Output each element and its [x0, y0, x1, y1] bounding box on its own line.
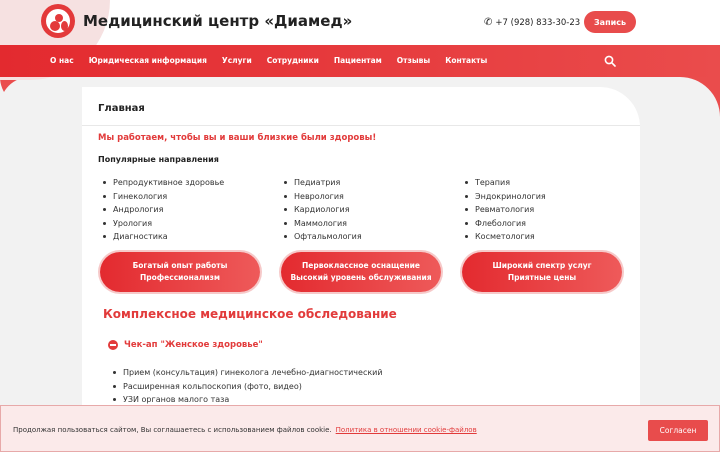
feature-line: Высокий уровень обслуживания — [290, 273, 432, 282]
header — [0, 0, 720, 45]
direction-link[interactable]: Кардиология — [279, 203, 362, 217]
direction-link[interactable]: Маммология — [279, 217, 362, 231]
decor-left-inner — [0, 77, 90, 107]
directions-column-2 — [279, 176, 362, 244]
logo-icon[interactable] — [41, 4, 75, 38]
feature-badge-services — [462, 252, 622, 292]
phone-number: +7 (928) 833-30-23 — [495, 18, 581, 28]
direction-link[interactable]: Неврология — [279, 190, 362, 204]
direction-link[interactable]: Педиатрия — [279, 176, 362, 190]
direction-link[interactable]: Андрология — [98, 203, 224, 217]
divider — [82, 125, 640, 126]
feature-badge-equipment — [281, 252, 441, 292]
cookie-accept-button[interactable]: Согласен — [648, 420, 708, 441]
direction-link[interactable]: Диагностика — [98, 230, 224, 244]
cookie-text-wrap — [13, 426, 477, 434]
direction-link[interactable]: Репродуктивное здоровье — [98, 176, 224, 190]
checkup-toggle[interactable] — [108, 340, 263, 350]
direction-link[interactable]: Урология — [98, 217, 224, 231]
nav-item-patients[interactable]: Пациентам — [333, 56, 382, 65]
list-item: Прием (консультация) гинеколога лечебно-диагностический — [108, 366, 383, 380]
collapse-icon[interactable] — [108, 340, 118, 350]
direction-link[interactable]: Ревматология — [460, 203, 546, 217]
nav-item-contacts[interactable]: Контакты — [445, 56, 488, 65]
checkup-list — [108, 366, 383, 407]
feature-line: Профессионализм — [139, 273, 221, 282]
cookie-policy-link[interactable]: Политика в отношении cookie-файлов — [335, 426, 477, 434]
slogan: Мы работаем, чтобы вы и ваши близкие были здоровы! — [98, 133, 377, 143]
feature-line: Богатый опыт работы — [132, 261, 228, 270]
cookie-text: Продолжая пользоваться сайтом, Вы соглашаетесь с использованием файлов cookie. — [13, 426, 332, 434]
section-title: Комплексное медицинское обследование — [103, 307, 397, 321]
feature-line: Широкий спектр услуг — [492, 261, 592, 270]
list-item: Расширенная кольпоскопия (фото, видео) — [108, 380, 383, 394]
nav-item-staff[interactable]: Сотрудники — [266, 56, 319, 65]
phone-link[interactable] — [484, 17, 580, 28]
checkup-title[interactable]: Чек-ап "Женское здоровье" — [124, 340, 263, 350]
cookie-banner — [0, 405, 720, 452]
content-card — [82, 87, 640, 450]
popular-directions-title: Популярные направления — [98, 155, 219, 164]
nav-item-reviews[interactable]: Отзывы — [396, 56, 431, 65]
nav-item-legal[interactable]: Юридическая информация — [88, 56, 207, 65]
list-item: УЗИ органов малого таза — [108, 393, 383, 407]
feature-line: Первоклассное оснащение — [302, 261, 420, 270]
directions-column-1 — [98, 176, 224, 244]
nav-item-about[interactable]: О нас — [50, 56, 74, 65]
search-icon[interactable] — [604, 55, 616, 67]
phone-icon: ✆ — [484, 17, 493, 28]
direction-link[interactable]: Гинекология — [98, 190, 224, 204]
directions-column-3 — [460, 176, 546, 244]
page-title: Главная — [98, 103, 145, 114]
nav-item-services[interactable]: Услуги — [221, 56, 252, 65]
direction-link[interactable]: Флебология — [460, 217, 546, 231]
feature-badge-experience — [100, 252, 260, 292]
signup-button[interactable]: Запись — [584, 11, 636, 33]
direction-link[interactable]: Эндокринология — [460, 190, 546, 204]
nav-items — [50, 56, 487, 65]
direction-link[interactable]: Офтальмология — [279, 230, 362, 244]
site-title[interactable]: Медицинский центр «Диамед» — [83, 12, 353, 30]
direction-link[interactable]: Косметология — [460, 230, 546, 244]
direction-link[interactable]: Терапия — [460, 176, 546, 190]
feature-line: Приятные цены — [507, 273, 577, 282]
main-nav — [0, 45, 720, 77]
